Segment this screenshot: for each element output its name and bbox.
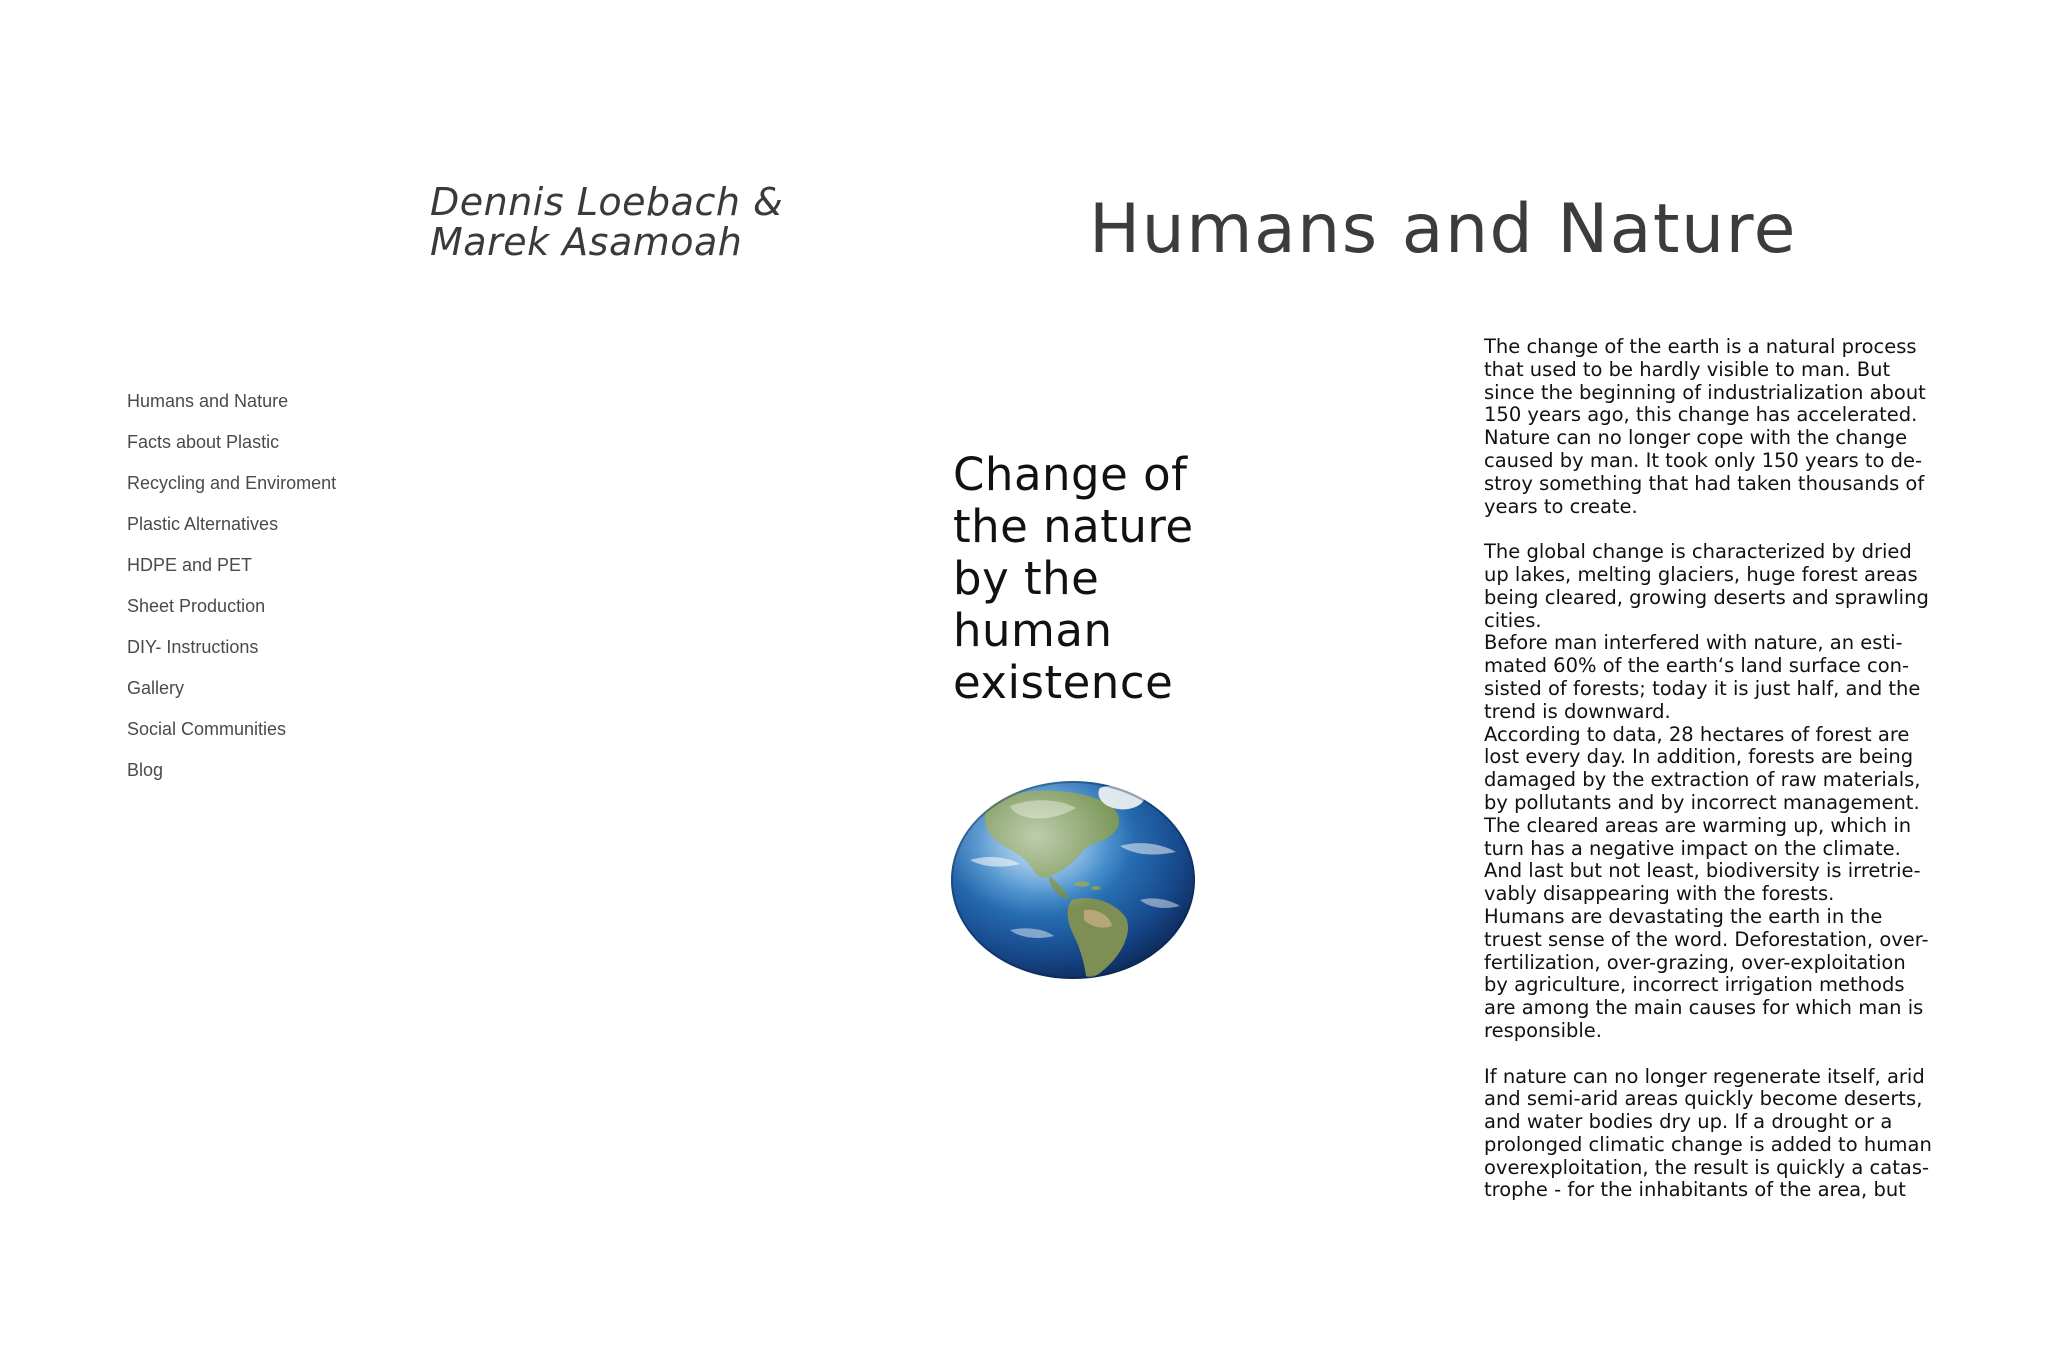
article-line: trophe - for the inhabitants of the area, but (1484, 1178, 1906, 1202)
article-line: If nature can no longer regenerate itself, arid (1484, 1064, 1925, 1088)
main-navigation (127, 388, 336, 798)
article-line: According to data, 28 hectares of forest are (1484, 722, 1910, 746)
headline-line: Change of (953, 448, 1188, 501)
nav-item-recycling-and-enviroment[interactable]: Recycling and Enviroment (127, 473, 337, 493)
article-line: up lakes, melting glaciers, huge forest areas (1484, 562, 1918, 586)
headline-line: by the (953, 552, 1100, 605)
article-line: Humans are devastating the earth in the (1484, 904, 1883, 928)
article-line: mated 60% of the earth‘s land surface con- (1484, 654, 1910, 678)
article-paragraph (1484, 906, 2044, 1043)
article-line: turn has a negative impact on the climate. (1484, 836, 1901, 860)
nav-item-facts-about-plastic[interactable]: Facts about Plastic (127, 432, 280, 452)
article-line: stroy something that had taken thousands of (1484, 471, 1925, 495)
article-line: being cleared, growing deserts and sprawling (1484, 585, 1929, 609)
headline-line: existence (953, 656, 1174, 709)
nav-item-humans-and-nature[interactable]: Humans and Nature (127, 391, 289, 411)
article-text (1484, 336, 2044, 1202)
headline-line: human (953, 604, 1113, 657)
article-line: that used to be hardly visible to man. But (1484, 357, 1891, 381)
article-line: 150 years ago, this change has accelerated. (1484, 403, 1918, 427)
nav-item-blog[interactable]: Blog (127, 760, 164, 780)
article-line: trend is downward. (1484, 699, 1671, 723)
author-line-1: Dennis Loebach & (430, 180, 784, 224)
article-line: years to create. (1484, 494, 1638, 518)
site-title[interactable]: Humans and Nature (1089, 190, 1797, 269)
article-line: and semi-arid areas quickly become deserts, (1484, 1087, 1923, 1111)
article-line: caused by man. It took only 150 years to de- (1484, 448, 1923, 472)
article-paragraph (1484, 724, 2044, 906)
article-line: are among the main causes for which man is (1484, 996, 1924, 1020)
article-line: damaged by the extraction of raw materials, (1484, 768, 1921, 792)
article-line: The global change is characterized by dried (1484, 540, 1912, 564)
article-line: overexploitation, the result is quickly a catas- (1484, 1155, 1930, 1179)
article-line: cities. (1484, 608, 1542, 632)
article-line: truest sense of the word. Deforestation, over- (1484, 927, 1929, 951)
article-line: lost every day. In addition, forests are being (1484, 745, 1914, 769)
nav-item-gallery[interactable]: Gallery (127, 678, 185, 698)
site-authors (430, 182, 783, 262)
article-line: prolonged climatic change is added to human (1484, 1132, 1932, 1156)
article-paragraph (1484, 632, 2044, 723)
earth-globe-icon (950, 780, 1196, 980)
article-line: vably disappearing with the forests. (1484, 882, 1835, 906)
article-line: since the beginning of industrialization about (1484, 380, 1926, 404)
article-line: and water bodies dry up. If a drought or a (1484, 1110, 1893, 1134)
author-line-2: Marek Asamoah (430, 220, 743, 264)
article-line: sisted of forests; today it is just half, and the (1484, 676, 1921, 700)
article-paragraph (1484, 336, 2044, 518)
article-line: The change of the earth is a natural process (1484, 335, 1917, 358)
nav-item-plastic-alternatives[interactable]: Plastic Alternatives (127, 514, 279, 534)
article-line: by agriculture, incorrect irrigation methods (1484, 973, 1905, 997)
nav-item-diy-instructions[interactable]: DIY- Instructions (127, 637, 259, 657)
nav-item-hdpe-and-pet[interactable]: HDPE and PET (127, 555, 253, 575)
article-line: responsible. (1484, 1018, 1602, 1042)
article-line: by pollutants and by incorrect management. (1484, 790, 1920, 814)
article-line: The cleared areas are warming up, which in (1484, 813, 1912, 837)
nav-item-social-communities[interactable]: Social Communities (127, 719, 287, 739)
headline-line: the nature (953, 500, 1194, 553)
article-paragraph (1484, 541, 2044, 632)
article-line: And last but not least, biodiversity is irretrie- (1484, 859, 1921, 883)
article-paragraph (1484, 1066, 2044, 1203)
article-line: Nature can no longer cope with the change (1484, 426, 1908, 450)
nav-item-sheet-production[interactable]: Sheet Production (127, 596, 266, 616)
section-headline (953, 449, 1194, 709)
article-line: fertilization, over-grazing, over-exploitation (1484, 950, 1906, 974)
article-line: Before man interfered with nature, an esti- (1484, 631, 1903, 655)
